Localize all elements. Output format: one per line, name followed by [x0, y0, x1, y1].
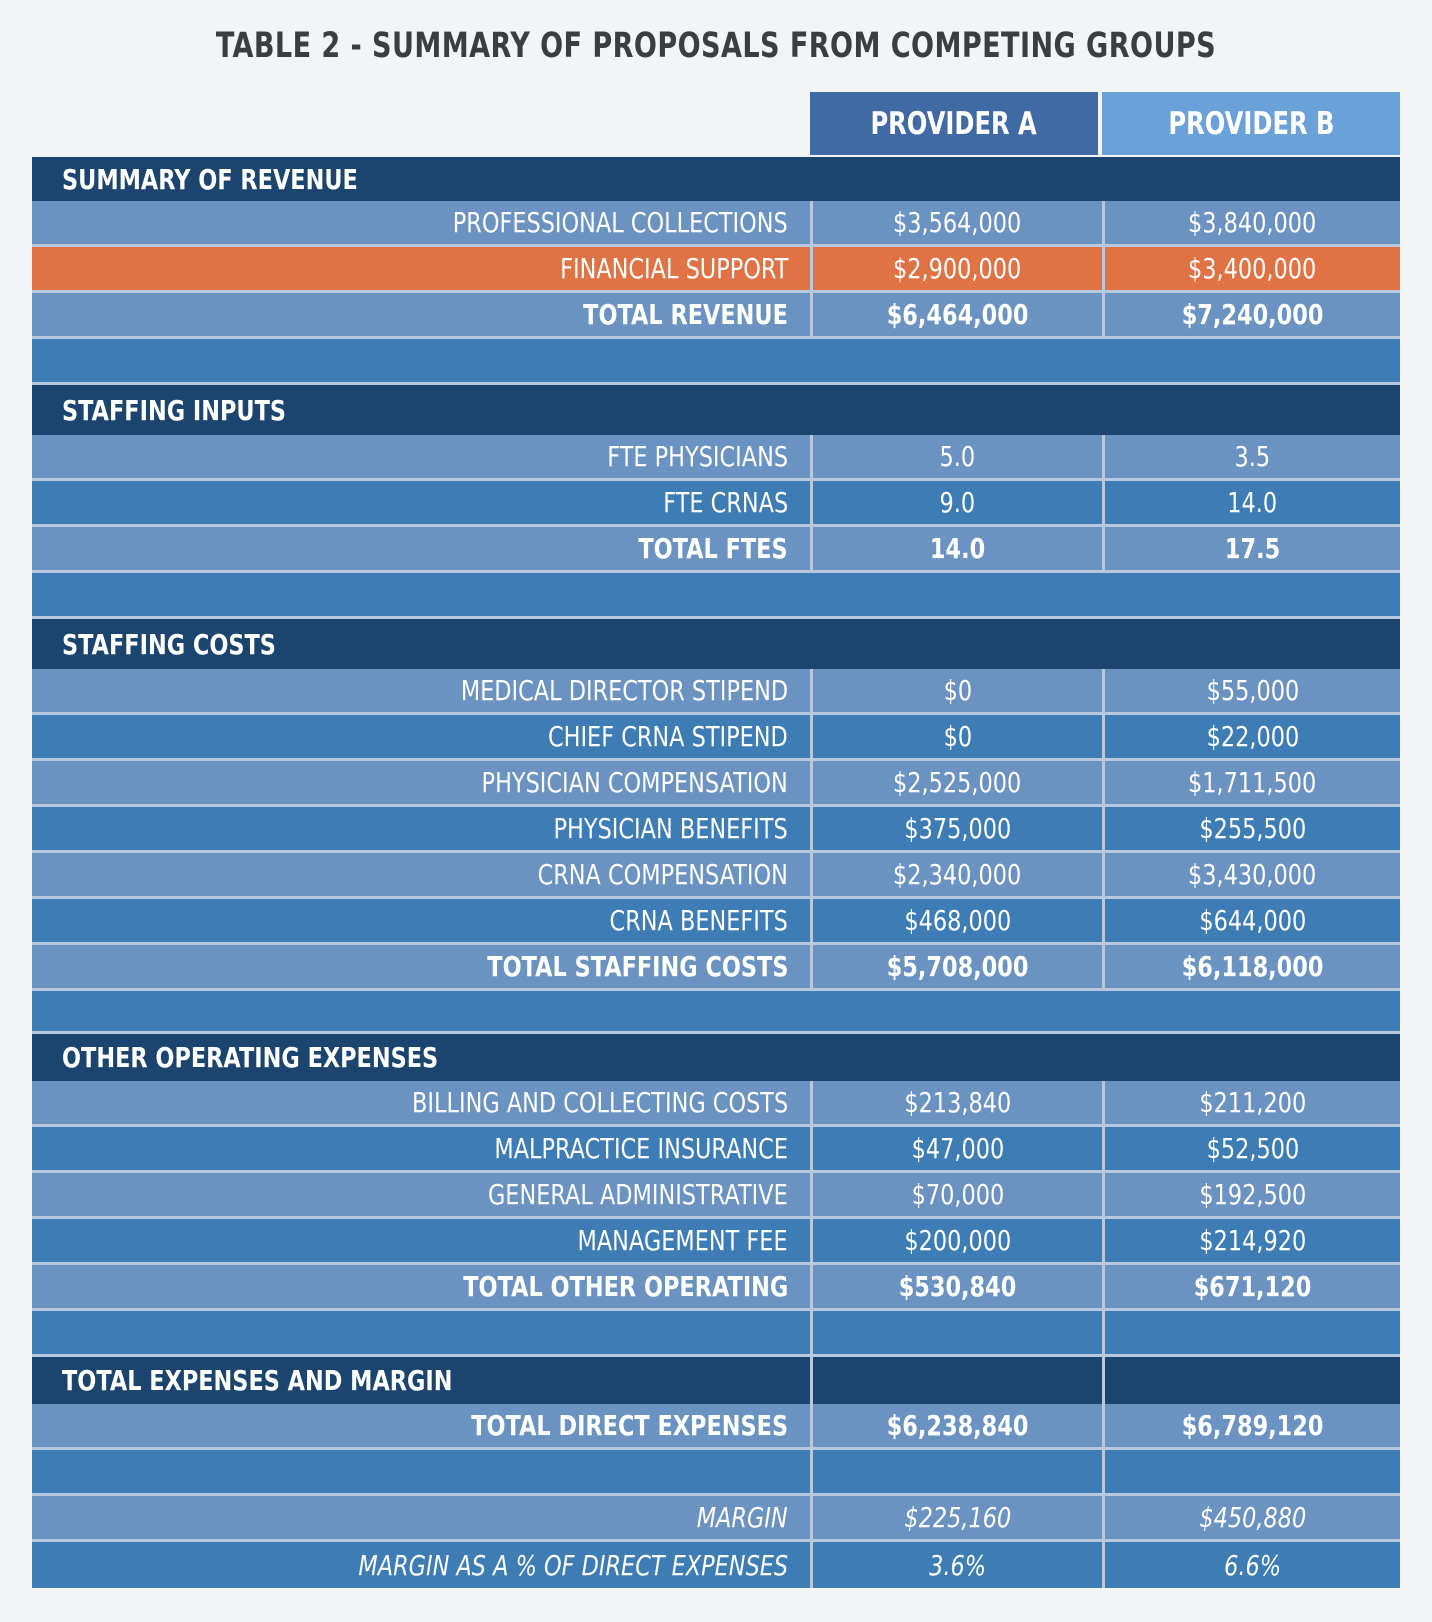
table-row: CRNA COMPENSATION $2,340,000 $3,430,000 [32, 853, 1400, 899]
total-row: TOTAL STAFFING COSTS $5,708,000 $6,118,000 [32, 945, 1400, 991]
table-row: MANAGEMENT FEE $200,000 $214,920 [32, 1219, 1400, 1265]
section-header-revenue: SUMMARY OF REVENUE [32, 157, 1400, 201]
table-row: PHYSICIAN COMPENSATION $2,525,000 $1,711,500 [32, 761, 1400, 807]
table-row: MEDICAL DIRECTOR STIPEND $0 $55,000 [32, 669, 1400, 715]
table-row: MALPRACTICE INSURANCE $47,000 $52,500 [32, 1127, 1400, 1173]
spacer-row [32, 1311, 1400, 1357]
total-row: TOTAL FTES 14.0 17.5 [32, 527, 1400, 573]
table-row: GENERAL ADMINISTRATIVE $70,000 $192,500 [32, 1173, 1400, 1219]
table-row: CRNA BENEFITS $468,000 $644,000 [32, 899, 1400, 945]
column-header-provider-a: PROVIDER A [810, 92, 1098, 155]
table-row: PHYSICIAN BENEFITS $375,000 $255,500 [32, 807, 1400, 853]
table-row: FTE CRNAS 9.0 14.0 [32, 481, 1400, 527]
table-title: TABLE 2 - SUMMARY OF PROPOSALS FROM COMPETING GROUPS [215, 26, 1217, 66]
margin-percent-row: MARGIN AS A % OF DIRECT EXPENSES 3.6% 6.6% [32, 1542, 1400, 1588]
table-row: CHIEF CRNA STIPEND $0 $22,000 [32, 715, 1400, 761]
section-header-staffing-costs: STAFFING COSTS [32, 619, 1400, 669]
section-header-staffing-inputs: STAFFING INPUTS [32, 385, 1400, 435]
summary-table [32, 157, 1400, 1588]
spacer-row [32, 1450, 1400, 1496]
margin-row: MARGIN $225,160 $450,880 [32, 1496, 1400, 1542]
table-row: BILLING AND COLLECTING COSTS $213,840 $211,200 [32, 1081, 1400, 1127]
table-row: FTE PHYSICIANS 5.0 3.5 [32, 435, 1400, 481]
total-row: TOTAL DIRECT EXPENSES $6,238,840 $6,789,120 [32, 1404, 1400, 1450]
total-row: TOTAL REVENUE $6,464,000 $7,240,000 [32, 293, 1400, 339]
spacer-row [32, 339, 1400, 385]
spacer-row [32, 573, 1400, 619]
spacer-row [32, 991, 1400, 1034]
section-header-totals: TOTAL EXPENSES AND MARGIN [32, 1357, 1400, 1404]
table-row: PROFESSIONAL COLLECTIONS $3,564,000 $3,840,000 [32, 201, 1400, 247]
total-row: TOTAL OTHER OPERATING $530,840 $671,120 [32, 1265, 1400, 1311]
column-header-provider-b: PROVIDER B [1102, 92, 1400, 155]
table-row-highlighted: FINANCIAL SUPPORT $2,900,000 $3,400,000 [32, 247, 1400, 293]
section-header-other-operating: OTHER OPERATING EXPENSES [32, 1034, 1400, 1081]
